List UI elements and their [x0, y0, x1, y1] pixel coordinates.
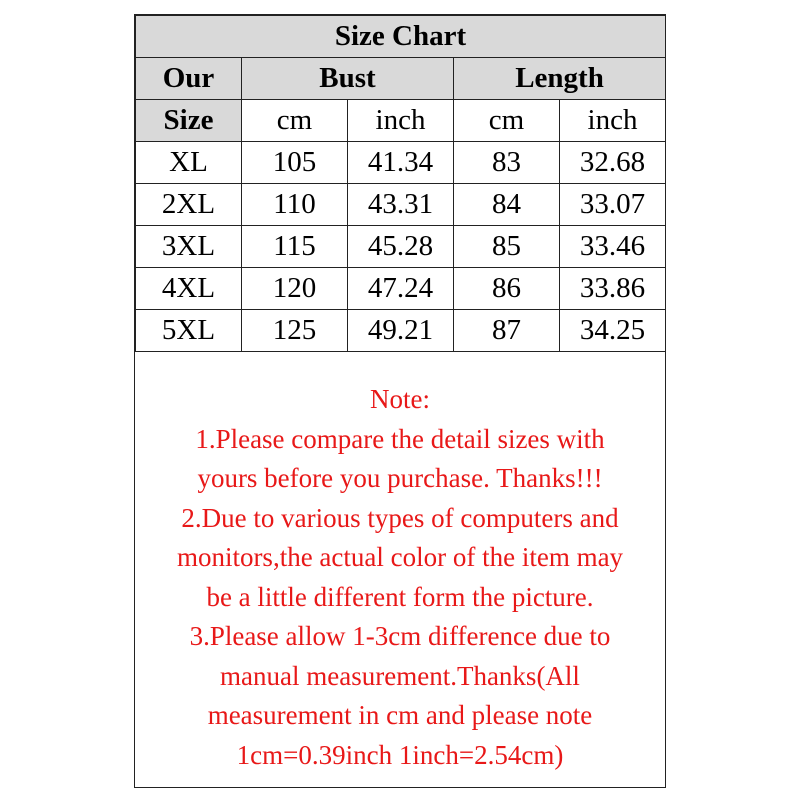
length-inch-cell: 33.46 [560, 226, 666, 268]
bust-cm-cell: 120 [242, 268, 348, 310]
size-header-top: Our [136, 58, 242, 100]
table-row [136, 226, 666, 268]
bust-header: Bust [242, 58, 454, 100]
size-chart-table [135, 15, 666, 352]
note-line: monitors,the actual color of the item may [176, 542, 624, 572]
bust-inch-cell: 45.28 [348, 226, 454, 268]
bust-cm-cell: 110 [242, 184, 348, 226]
length-inch-header: inch [560, 100, 666, 142]
bust-cm-cell: 105 [242, 142, 348, 184]
bust-cm-header: cm [242, 100, 348, 142]
note-section [135, 352, 665, 775]
size-cell: 4XL [136, 268, 242, 310]
length-cm-cell: 86 [454, 268, 560, 310]
length-cm-cell: 85 [454, 226, 560, 268]
bust-cm-cell: 115 [242, 226, 348, 268]
size-chart-card [134, 14, 666, 788]
length-cm-cell: 87 [454, 310, 560, 352]
note-line: manual measurement.Thanks(All [220, 660, 580, 691]
table-row [136, 310, 666, 352]
size-header-bottom: Size [136, 100, 242, 142]
table-row [136, 142, 666, 184]
table-row [136, 268, 666, 310]
note-line: 2.Due to various types of computers and [181, 502, 619, 533]
note-line: 3.Please allow 1-3cm difference due to [189, 621, 611, 651]
note-heading: Note: [370, 384, 430, 414]
length-cm-cell: 84 [454, 184, 560, 226]
size-cell: 3XL [136, 226, 242, 268]
note-line: 1cm=0.39inch 1inch=2.54cm) [236, 739, 564, 770]
size-cell: 2XL [136, 184, 242, 226]
length-inch-cell: 34.25 [560, 310, 666, 352]
length-header: Length [454, 58, 666, 100]
table-title: Size Chart [136, 16, 666, 58]
table-row [136, 184, 666, 226]
length-cm-header: cm [454, 100, 560, 142]
bust-inch-cell: 49.21 [348, 310, 454, 352]
length-inch-cell: 33.86 [560, 268, 666, 310]
bust-inch-cell: 47.24 [348, 268, 454, 310]
bust-inch-cell: 41.34 [348, 142, 454, 184]
note-line: yours before you purchase. Thanks!!! [197, 463, 603, 493]
bust-inch-header: inch [348, 100, 454, 142]
note-line: be a little different form the picture. [206, 581, 594, 612]
note-line: 1.Please compare the detail sizes with [195, 423, 605, 454]
note-line: measurement in cm and please note [207, 700, 593, 730]
length-inch-cell: 33.07 [560, 184, 666, 226]
size-cell: 5XL [136, 310, 242, 352]
bust-inch-cell: 43.31 [348, 184, 454, 226]
bust-cm-cell: 125 [242, 310, 348, 352]
length-inch-cell: 32.68 [560, 142, 666, 184]
size-cell: XL [136, 142, 242, 184]
length-cm-cell: 83 [454, 142, 560, 184]
